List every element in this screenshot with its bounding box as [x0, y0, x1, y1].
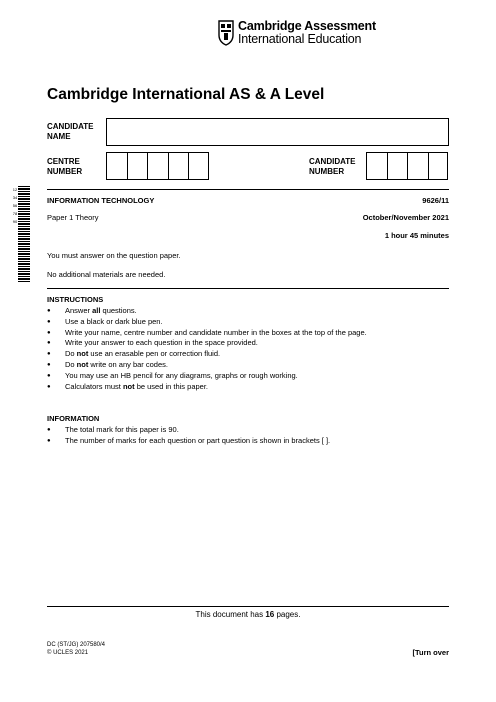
candidate-number-digit[interactable]: [366, 152, 387, 180]
instructions-list: [47, 306, 449, 392]
logo-line2: International Education: [238, 32, 362, 46]
materials-note: No additional materials are needed.: [47, 270, 166, 279]
copyright: © UCLES 2021: [47, 650, 89, 656]
divider: [47, 189, 449, 190]
centre-number-digit[interactable]: [188, 152, 209, 180]
candidate-number-digit[interactable]: [428, 152, 449, 180]
paper-name: Paper 1 Theory: [47, 213, 99, 222]
list-item: ● Write your answer to each question in the space provided.: [47, 338, 449, 349]
list-item: ● Answer all questions.: [47, 306, 449, 317]
centre-number-label: CENTRE NUMBER: [47, 157, 83, 176]
candidate-name-label: CANDIDATE NAME: [47, 122, 94, 141]
page-title: Cambridge International AS & A Level: [47, 86, 325, 103]
candidate-number-digit[interactable]: [407, 152, 428, 180]
list-item: ● Do not use an erasable pen or correction fluid.: [47, 349, 449, 360]
candidate-number-digit[interactable]: [387, 152, 408, 180]
divider: [47, 606, 449, 607]
turn-over: [Turn over: [412, 648, 449, 657]
candidate-number-label: CANDIDATE NUMBER: [309, 157, 356, 176]
paper-code: 9626/11: [422, 196, 449, 205]
list-item: ● Calculators must not be used in this paper.: [47, 382, 449, 393]
instructions-heading: INSTRUCTIONS: [47, 295, 104, 304]
logo-line1: Cambridge Assessment: [238, 19, 376, 33]
list-item: ● Use a black or dark blue pen.: [47, 317, 449, 328]
answer-note: You must answer on the question paper.: [47, 251, 181, 260]
information-list: [47, 425, 449, 447]
divider: [47, 288, 449, 289]
centre-number-digit[interactable]: [168, 152, 189, 180]
footer-code: DC (ST/JG) 207580/4: [47, 642, 106, 648]
list-item: ● The total mark for this paper is 90.: [47, 425, 449, 436]
centre-number-digit[interactable]: [106, 152, 127, 180]
list-item: ● Write your name, centre number and candidate number in the boxes at the top of the page.: [47, 328, 449, 339]
list-item: ● You may use an HB pencil for any diagrams, graphs or rough working.: [47, 371, 449, 382]
candidate-number-field[interactable]: [366, 152, 448, 180]
session: October/November 2021: [362, 213, 449, 222]
page-count: This document has 16 pages.: [195, 610, 301, 619]
candidate-name-field[interactable]: [106, 118, 449, 146]
list-item: ● Do not write on any bar codes.: [47, 360, 449, 371]
barcode: [18, 186, 30, 282]
barcode-digits: 1234567890: [12, 187, 18, 224]
duration: 1 hour 45 minutes: [384, 231, 449, 240]
information-heading: INFORMATION: [47, 414, 100, 423]
centre-number-field[interactable]: [106, 152, 209, 180]
subject: INFORMATION TECHNOLOGY: [47, 196, 155, 205]
list-item: ● The number of marks for each question or part question is shown in brackets [ ].: [47, 436, 449, 447]
centre-number-digit[interactable]: [147, 152, 168, 180]
centre-number-digit[interactable]: [127, 152, 148, 180]
logo: [218, 20, 376, 50]
shield-icon: [218, 20, 234, 46]
